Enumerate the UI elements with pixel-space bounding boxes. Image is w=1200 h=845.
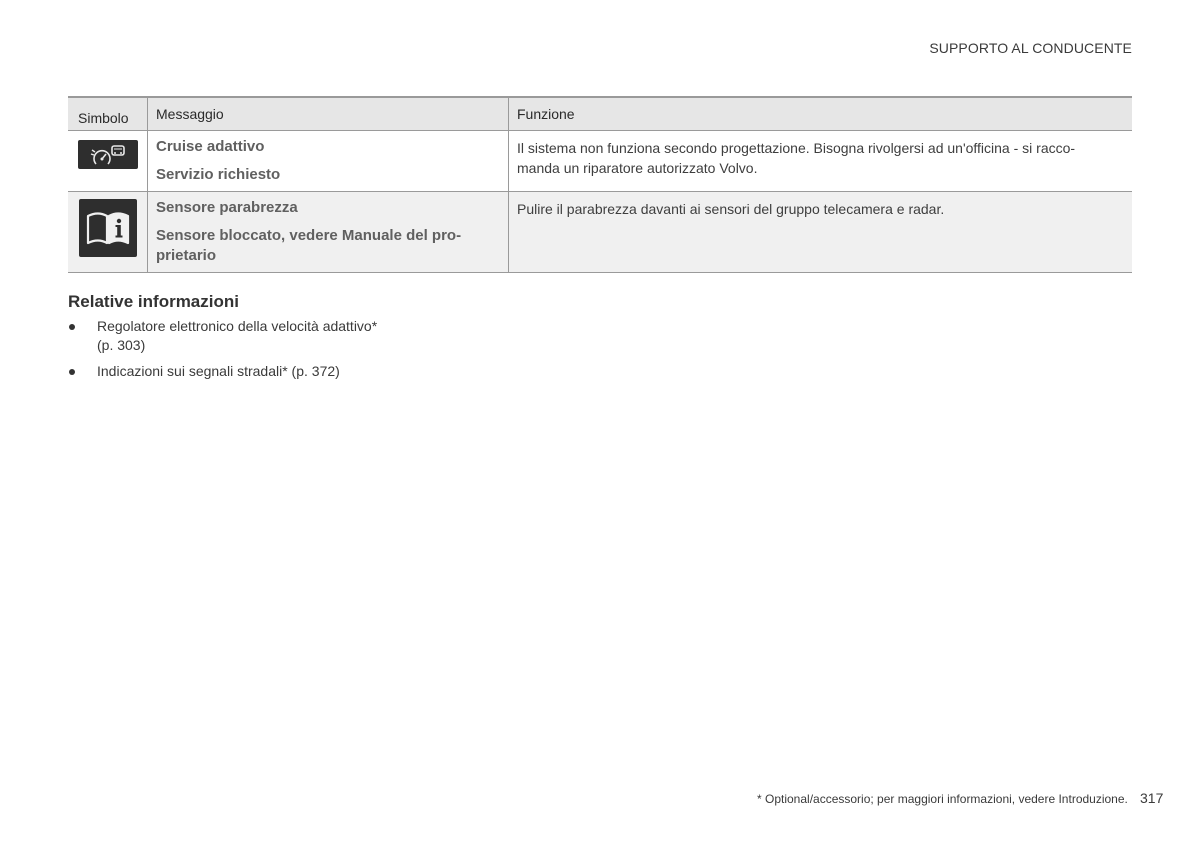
table-row — [68, 192, 1132, 273]
related-links-list — [68, 317, 488, 381]
column-header-symbol: Simbolo — [68, 97, 148, 131]
function-cell — [509, 131, 1133, 192]
function-text-line: manda un riparatore autorizzato Volvo. — [517, 160, 758, 176]
footnote: * Optional/accessorio; per maggiori informazioni, vedere Introduzione. — [757, 792, 1128, 806]
table-row — [68, 131, 1132, 192]
message-primary: Cruise adattivo — [156, 138, 265, 155]
column-header-function: Funzione — [509, 97, 1133, 131]
bullet-icon — [69, 369, 75, 375]
page-number: 317 — [1140, 790, 1164, 806]
message-secondary: Servizio richiesto — [156, 166, 281, 183]
message-secondary-line: prietario — [156, 247, 217, 264]
symbol-cell — [68, 192, 148, 273]
symbol-message-table — [68, 96, 1132, 273]
related-link-text[interactable]: Regolatore elettronico della velocità adattivo* — [97, 318, 378, 334]
message-secondary — [156, 226, 500, 266]
related-link-page-ref[interactable]: (p. 303) — [97, 337, 146, 353]
function-text — [517, 137, 1124, 178]
related-information-section — [68, 292, 488, 388]
table-header-row — [68, 97, 1132, 131]
function-cell — [509, 192, 1133, 273]
section-header: SUPPORTO AL CONDUCENTE — [929, 40, 1132, 56]
function-text-line: Il sistema non funziona secondo progettazione. Bisogna rivolgersi ad un'officina - si racco- — [517, 140, 1076, 156]
message-secondary-line: Sensore bloccato, vedere Manuale del pro- — [156, 227, 462, 244]
symbol-cell — [68, 131, 148, 192]
message-cell — [148, 192, 509, 273]
column-header-message: Messaggio — [148, 97, 509, 131]
related-link-item[interactable] — [68, 362, 488, 381]
bullet-icon — [69, 324, 75, 330]
function-text: Pulire il parabrezza davanti ai sensori del gruppo telecamera e radar. — [517, 201, 945, 217]
related-link-text[interactable]: Indicazioni sui segnali stradali* (p. 372) — [97, 363, 340, 379]
message-primary: Sensore parabrezza — [156, 199, 298, 216]
message-cell — [148, 131, 509, 192]
owners-manual-info-icon — [79, 199, 137, 257]
related-link-item[interactable] — [68, 317, 488, 355]
related-information-title: Relative informazioni — [68, 292, 239, 311]
adaptive-cruise-icon — [78, 140, 138, 169]
